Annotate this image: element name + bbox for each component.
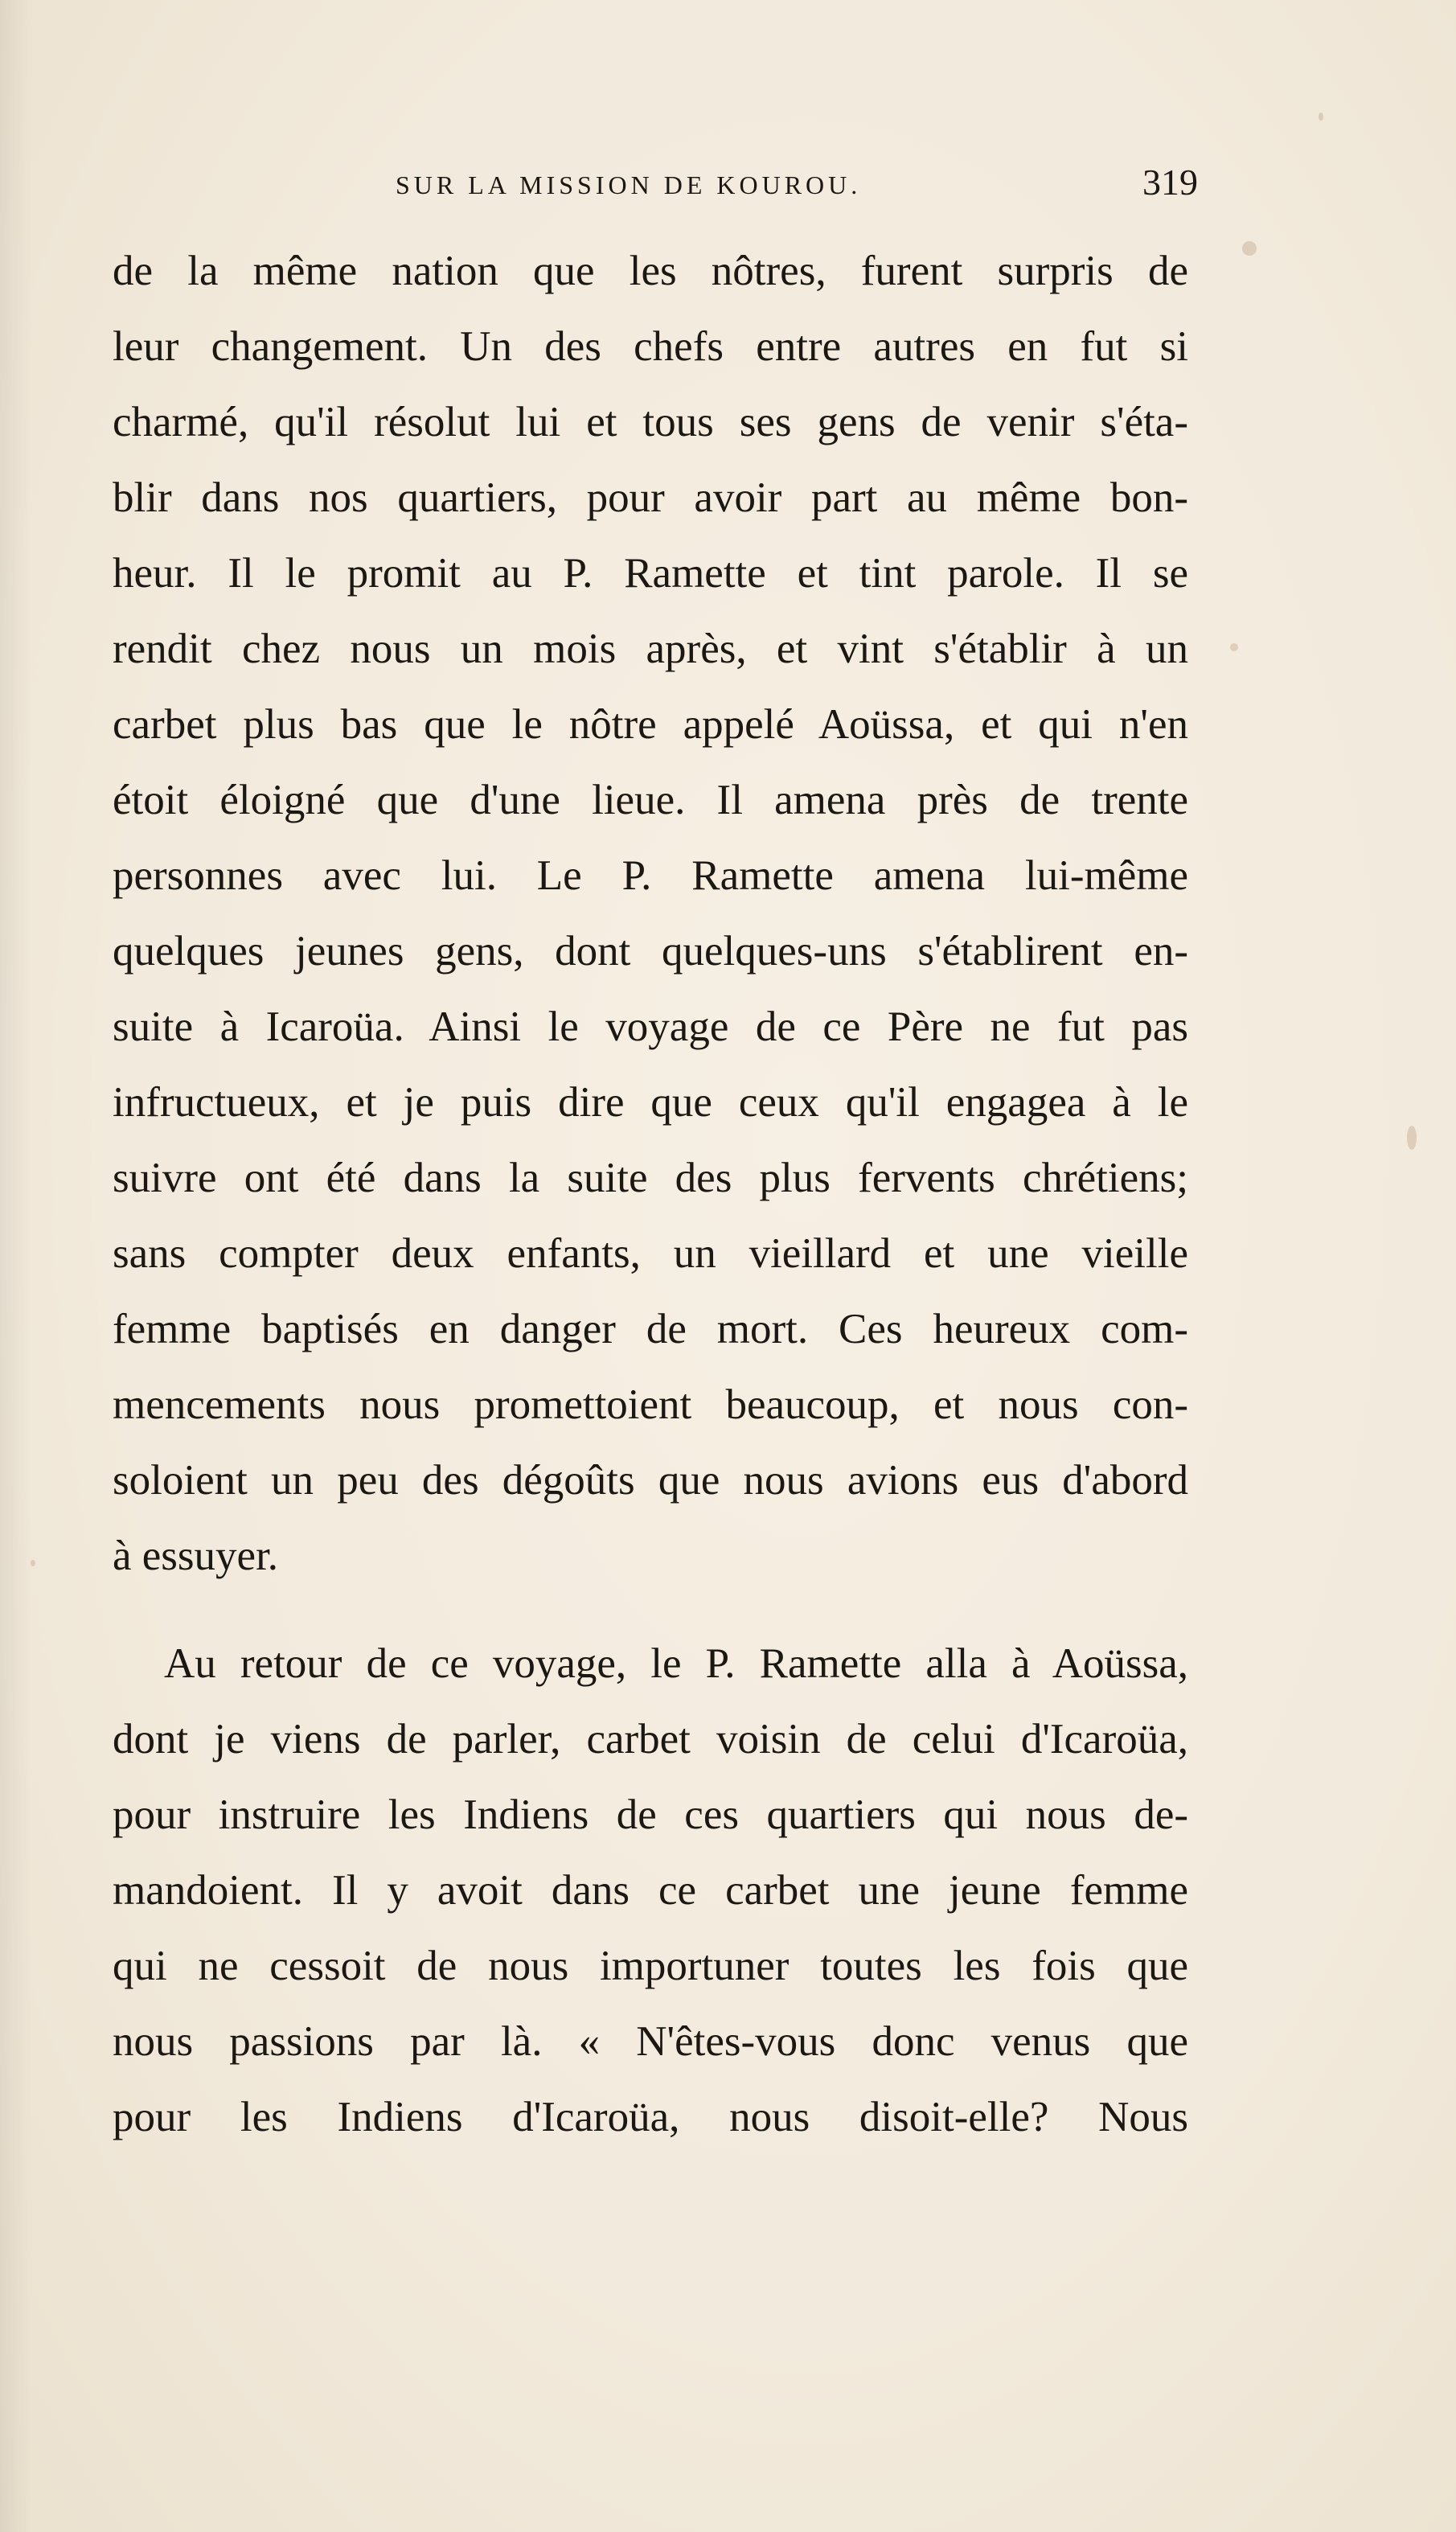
text-line: charmé, qu'il résolut lui et tous ses gens de venir s'éta- — [113, 399, 1188, 445]
text-line: infructueux, et je puis dire que ceux qu'il engagea à le — [113, 1079, 1188, 1126]
page-number: 319 — [1142, 162, 1198, 203]
text-line: dont je viens de parler, carbet voisin de celui d'Icaroüa, — [113, 1716, 1188, 1763]
text-line: femme baptisés en danger de mort. Ces heureux com- — [113, 1306, 1188, 1352]
running-head: SUR LA MISSION DE KOUROU. — [396, 170, 862, 199]
paper-speck — [31, 1560, 35, 1566]
paper-speck — [1242, 241, 1257, 256]
text-line: blir dans nos quartiers, pour avoir part au même bon- — [113, 474, 1188, 521]
text-line: quelques jeunes gens, dont quelques-uns s'établirent en- — [113, 928, 1188, 975]
text-line: soloient un peu des dégoûts que nous avions eus d'abord — [113, 1457, 1188, 1504]
text-line: mencements nous promettoient beaucoup, et nous con- — [113, 1381, 1188, 1428]
paragraph-spacer — [113, 1594, 1188, 1626]
paper-speck — [1319, 113, 1323, 121]
text-line: à essuyer. — [113, 1533, 279, 1579]
body-text — [113, 233, 1188, 2155]
paragraph — [113, 233, 1188, 1594]
paragraph — [113, 1626, 1188, 2155]
text-line: personnes avec lui. Le P. Ramette amena lui-même — [113, 852, 1188, 899]
text-line: Au retour de ce voyage, le P. Ramette alla à Aoüssa, — [164, 1640, 1188, 1687]
page-edge-shadow — [0, 0, 32, 2532]
text-line: suivre ont été dans la suite des plus fervents chrétiens; — [113, 1155, 1188, 1201]
text-line: étoit éloigné que d'une lieue. Il amena près de trente — [113, 777, 1188, 823]
text-line: mandoient. Il y avoit dans ce carbet une jeune femme — [113, 1867, 1188, 1914]
text-line: sans compter deux enfants, un vieillard et une vieille — [113, 1230, 1188, 1277]
text-line: pour les Indiens d'Icaroüa, nous disoit-elle? Nous — [113, 2094, 1188, 2140]
text-line: pour instruire les Indiens de ces quartiers qui nous de- — [113, 1791, 1188, 1838]
text-line: leur changement. Un des chefs entre autres en fut si — [113, 323, 1188, 370]
text-line: rendit chez nous un mois après, et vint s'établir à un — [113, 626, 1188, 672]
text-line: suite à Icaroüa. Ainsi le voyage de ce Père ne fut pas — [113, 1003, 1188, 1050]
paper-speck — [1230, 643, 1238, 651]
text-line: heur. Il le promit au P. Ramette et tint parole. Il se — [113, 550, 1188, 597]
text-line: de la même nation que les nôtres, furent surpris de — [113, 248, 1188, 294]
page-header — [113, 161, 1198, 209]
text-line: carbet plus bas que le nôtre appelé Aoüssa, et qui n'en — [113, 701, 1188, 748]
text-line: qui ne cessoit de nous importuner toutes les fois que — [113, 1943, 1188, 1989]
text-line: nous passions par là. « N'êtes-vous donc venus que — [113, 2018, 1188, 2065]
paper-speck — [1407, 1126, 1417, 1150]
